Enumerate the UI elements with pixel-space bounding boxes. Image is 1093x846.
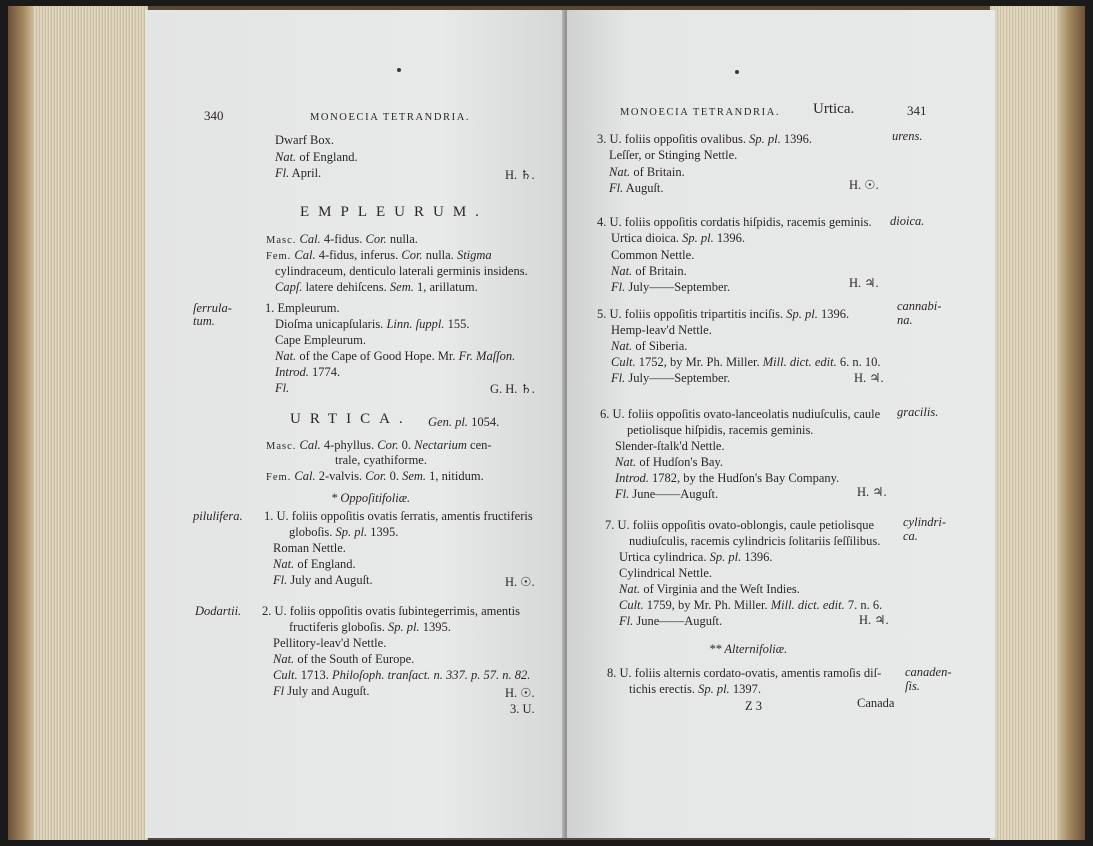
sp8-line1: 8. U. foliis alternis cordato-ovatis, amentis ramoſis diſ- (607, 666, 882, 680)
box-common-name: Dwarf Box. (275, 133, 335, 147)
sp3-code: H. ☉. (849, 178, 879, 192)
box-code: H. ♄. (505, 168, 535, 182)
margin-species-cannabina: cannabi- (897, 299, 942, 313)
sp7-nat: Nat. of Virginia and the Weſt Indies. (619, 582, 800, 596)
empleurum-synonym: Dioſma unicapſularis. Linn. ſuppl. 155. (275, 317, 470, 331)
sp5-common-name: Hemp-leav'd Nettle. (611, 323, 712, 337)
sp1-fl: Fl. July and Auguſt. (273, 573, 373, 587)
margin-species-cylindrica-2: ca. (903, 529, 918, 543)
empleurum-code: G. H. ♄. (490, 382, 535, 396)
empleurum-fl: Fl. (275, 381, 290, 395)
page-hole-mark (397, 68, 401, 72)
sp5-line1: 5. U. foliis oppoſitis tripartitis inciſis. Sp. pl. 1396. (597, 307, 850, 321)
running-header: MONOECIA TETRANDRIA. (620, 107, 781, 118)
sp4-fl: Fl. July——September. (611, 280, 731, 294)
sp2-line2: fructiferis globoſis. Sp. pl. 1395. (289, 620, 451, 634)
sp3-nat: Nat. of Britain. (609, 165, 685, 179)
running-header-genus: Urtica. (813, 101, 855, 117)
sp2-nat: Nat. of the South of Europe. (273, 652, 415, 666)
sp6-common-name: Slender-ſtalk'd Nettle. (615, 439, 725, 453)
sp1-line1: 1. U. foliis oppoſitis ovatis ſerratis, amentis fructiferis (264, 509, 533, 523)
margin-species-dodartii: Dodartii. (195, 604, 242, 618)
empleurum-nat: Nat. of the Cape of Good Hope. Mr. Fr. Maſſon. (275, 349, 516, 363)
sp6-introd: Introd. 1782, by the Hudſon's Bay Company. (615, 471, 840, 485)
sp7-cult: Cult. 1759, by Mr. Ph. Miller. Mill. dict. edit. 7. n. 6. (619, 598, 883, 612)
empleurum-capsule: Capſ. latere dehiſcens. Sem. 1, arillatum. (275, 280, 478, 294)
section-alternifoliae: ** Alternifoliæ. (709, 642, 788, 656)
sp2-line1: 2. U. foliis oppoſitis ovatis ſubintegerrimis, amentis (262, 604, 520, 618)
margin-species-urens: urens. (892, 129, 923, 143)
sp5-fl: Fl. July——September. (611, 371, 731, 385)
sp6-fl: Fl. June——Auguſt. (615, 487, 719, 501)
sp3-line1: 3. U. foliis oppoſitis ovalibus. Sp. pl. 1396. (597, 132, 812, 146)
margin-species-serrulatum-2: tum. (193, 314, 215, 328)
margin-species-serrulatum: ſerrula- (193, 301, 232, 315)
sp1-nat: Nat. of England. (273, 557, 356, 571)
margin-species-canadensis-2: ſis. (905, 679, 920, 693)
sp2-code: H. ☉. (505, 686, 535, 700)
margin-species-pilulifera: pilulifera. (193, 509, 243, 523)
genus-empleurum: EMPLEURUM. (300, 204, 488, 220)
right-cover-edge (1058, 6, 1085, 840)
sp6-line1: 6. U. foliis oppoſitis ovato-lanceolatis nudiuſculis, caule (600, 407, 881, 421)
sp4-nat: Nat. of Britain. (611, 264, 687, 278)
sp2-common-name: Pellitory-leav'd Nettle. (273, 636, 387, 650)
running-header: MONOECIA TETRANDRIA. (310, 112, 471, 123)
sp4-common-name: Common Nettle. (611, 248, 695, 262)
sp2-cult: Cult. 1713. Philoſoph. tranſact. n. 337. p. 57. n. 82. (273, 668, 531, 682)
sp1-common-name: Roman Nettle. (273, 541, 346, 555)
empleurum-common-name: Cape Empleurum. (275, 333, 366, 347)
sp6-nat: Nat. of Hudſon's Bay. (615, 455, 724, 469)
sp7-line1: 7. U. foliis oppoſitis ovato-oblongis, caule petiolisque (605, 518, 875, 532)
sp4-line1: 4. U. foliis oppoſitis cordatis hiſpidis, racemis geminis. (597, 215, 872, 229)
sp5-code: H. ♃. (854, 371, 884, 385)
sp4-synonym: Urtica dioica. Sp. pl. 1396. (611, 231, 746, 245)
sp7-line2: nudiuſculis, racemis cylindricis ſolitariis ſeſſilibus. (629, 534, 881, 548)
margin-species-cylindrica: cylindri- (903, 515, 947, 529)
margin-species-canadensis: canaden- (905, 665, 952, 679)
empleurum-masc: Masc. Cal. 4-fidus. Cor. nulla. (266, 232, 418, 246)
sp7-synonym: Urtica cylindrica. Sp. pl. 1396. (619, 550, 773, 564)
sp3-fl: Fl. Auguſt. (609, 181, 664, 195)
sp7-fl: Fl. June——Auguſt. (619, 614, 723, 628)
page-number: 340 (204, 108, 224, 123)
page-hole-mark (735, 70, 739, 74)
sp2-fl: Fl July and Auguſt. (273, 684, 370, 698)
urtica-gen-ref: Gen. pl. 1054. (428, 415, 500, 429)
sp5-nat: Nat. of Siberia. (611, 339, 688, 353)
species-number-empleurum: 1. Empleurum. (265, 301, 340, 315)
right-page (567, 10, 995, 838)
left-cover-edge (8, 6, 34, 840)
sp6-code: H. ♃. (857, 485, 887, 499)
urtica-masc: Masc. Cal. 4-phyllus. Cor. 0. Nectarium cen- (266, 438, 492, 452)
catchword: 3. U. (510, 702, 535, 716)
sp7-common-name: Cylindrical Nettle. (619, 566, 713, 580)
sp6-line2: petiolisque hiſpidis, racemis geminis. (627, 423, 814, 437)
box-fl: Fl. April. (275, 166, 322, 180)
sp7-code: H. ♃. (859, 613, 889, 627)
sp1-line2: globoſis. Sp. pl. 1395. (289, 525, 399, 539)
sp8-line2: tichis erectis. Sp. pl. 1397. (629, 682, 761, 696)
sp3-common-name: Leſſer, or Stinging Nettle. (609, 148, 738, 162)
empleurum-introd: Introd. 1774. (275, 365, 341, 379)
empleurum-fem: Fem. Cal. 4-fidus, inferus. Cor. nulla. Stigma (266, 248, 492, 262)
sp5-cult: Cult. 1752, by Mr. Ph. Miller. Mill. dict. edit. 6. n. 10. (611, 355, 881, 369)
margin-species-dioica: dioica. (890, 214, 925, 228)
urtica-fem: Fem. Cal. 2-valvis. Cor. 0. Sem. 1, nitidum. (266, 469, 484, 483)
page-number: 341 (907, 103, 927, 118)
margin-species-gracilis: gracilis. (897, 405, 939, 419)
signature-mark: Z 3 (745, 699, 763, 713)
margin-species-cannabina-2: na. (897, 313, 913, 327)
section-oppositifoliae: * Oppoſitifoliæ. (331, 491, 411, 505)
urtica-masc-line2: trale, cyathiforme. (335, 453, 427, 467)
sp4-code: H. ♃. (849, 276, 879, 290)
empleurum-fem-line3: cylindraceum, denticulo laterali germinis insidens. (275, 264, 528, 278)
left-page (145, 10, 565, 838)
catchword: Canada (857, 696, 895, 710)
sp1-code: H. ☉. (505, 575, 535, 589)
genus-urtica: URTICA. (290, 411, 412, 427)
box-nat: Nat. of England. (275, 150, 358, 164)
